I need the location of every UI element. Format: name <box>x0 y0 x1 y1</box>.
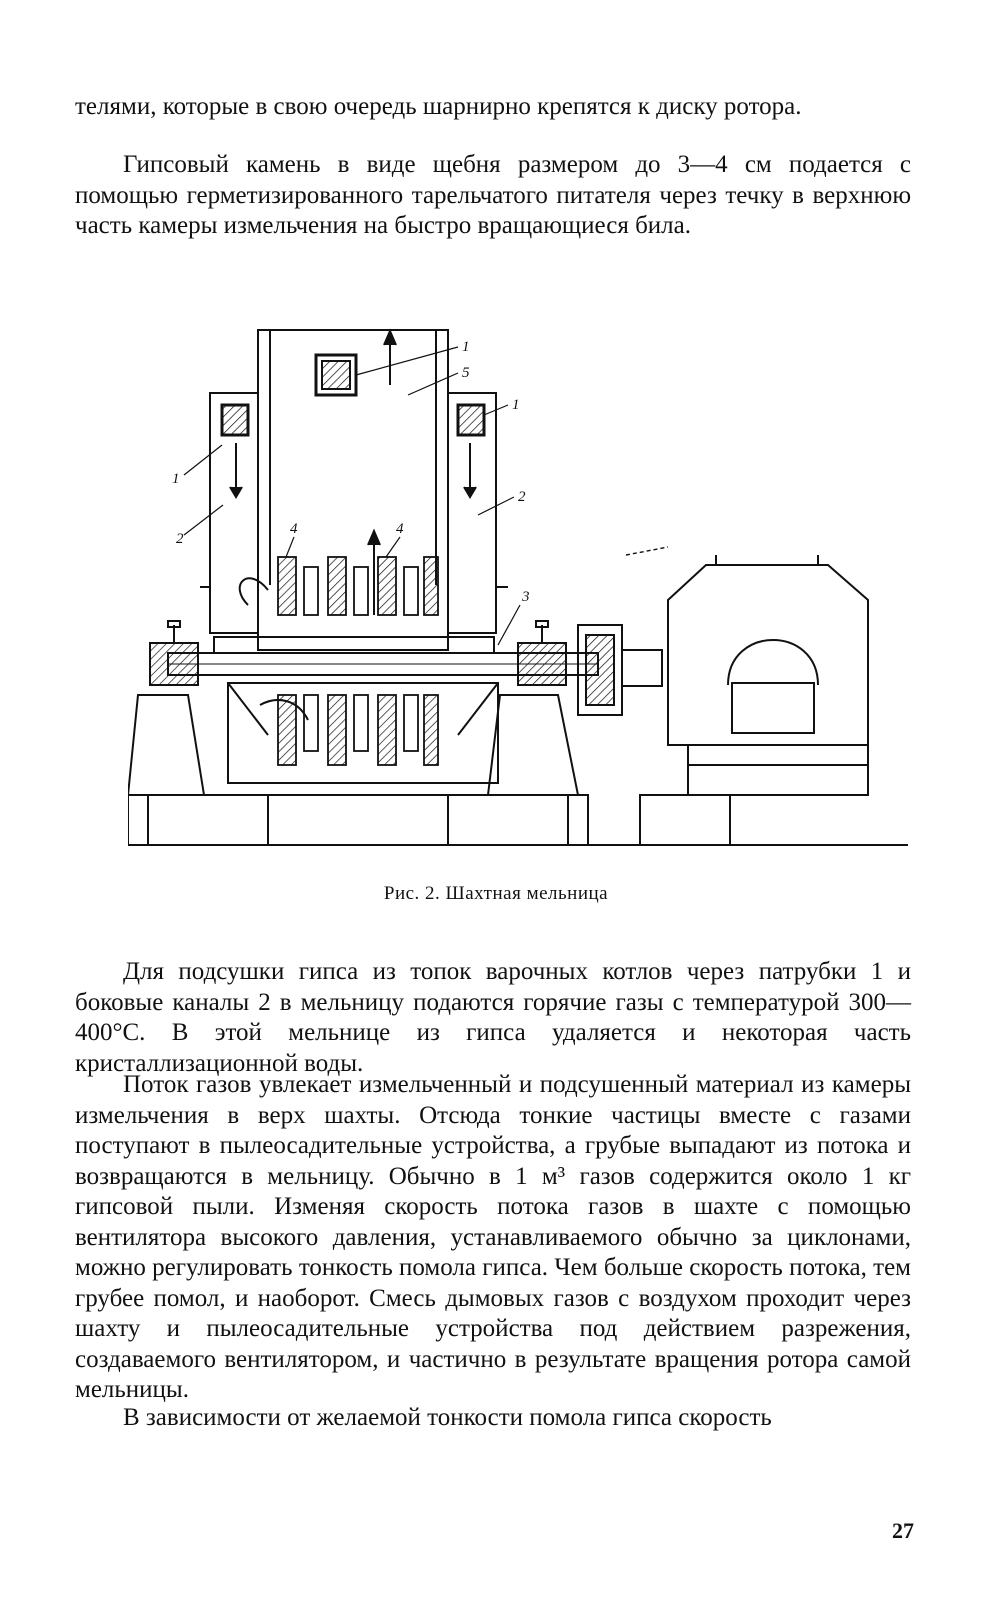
label-4-left: 4 <box>290 521 298 537</box>
label-4-right: 4 <box>396 521 404 537</box>
figure-caption: Рис. 2. Шахтная мельница <box>383 883 609 904</box>
side-channel-left <box>200 393 258 633</box>
label-3: 3 <box>522 589 530 605</box>
label-1-left: 1 <box>172 471 180 487</box>
label-1-top: 1 <box>462 339 470 355</box>
paragraph-drying-gases: Для подсушки гипса из топок варочных котлов через патрубки 1 и боковые каналы 2 в мельницу подаются горячие газы с температурой 300—400°С. В этой мельнице из гипса удаляется и некоторая часть кристаллизационной воды. <box>75 958 911 1077</box>
label-2-left: 2 <box>176 531 184 547</box>
page-number: 27 <box>892 1518 914 1543</box>
paragraph-continuation: телями, которые в свою очередь шарнирно крепятся к диску ротора. <box>75 93 802 120</box>
label-1-right: 1 <box>512 397 520 413</box>
side-channel-right <box>448 393 508 633</box>
bearing-right <box>518 621 566 685</box>
label-5: 5 <box>462 365 470 381</box>
label-2-right: 2 <box>518 489 526 505</box>
rotor-beaters-upper <box>278 557 438 615</box>
figure-shaft-mill-diagram <box>128 325 908 855</box>
paragraph-gas-flow: Поток газов увлекает измельченный и подсушенный материал из камеры измельчения в верх шахты. Отсюда тонкие частицы вместе с газами поступают в пылеосадительные устройства, а грубые выпадают из потока и возвращаются в мельницу. Обычно в 1 м³ газов содержится около 1 кг гипсовой пыли. Изменяя скорость потока газов в шахте с помощью вентилятора высокого давления, устанавливаемого обычно за циклонами, можно регулировать тонкость помола гипса. Чем больше скорость потока, тем грубее помол, и наоборот. Смесь дымовых газов с воздухом проходит через шахту и пылеосадительные устройства под действием разрежения, создаваемого вентилятором, и частично в результате вращения ротора самой мельницы. <box>75 1071 911 1403</box>
bearing-left <box>150 621 198 685</box>
electric-motor <box>626 547 868 845</box>
coupling <box>578 625 662 715</box>
paragraph-speed-dependency: В зависимости от желаемой тонкости помола гипса скорость <box>123 1404 772 1431</box>
lower-chamber <box>228 683 498 783</box>
paragraph-gypsum-feed: Гипсовый камень в виде щебня размером до 3—4 см подается с помощью герметизированного тарельчатого питателя через течку в верхнюю часть камеры измельчения на быстро вращающиеся била. <box>75 151 911 239</box>
support-frame <box>128 695 908 845</box>
